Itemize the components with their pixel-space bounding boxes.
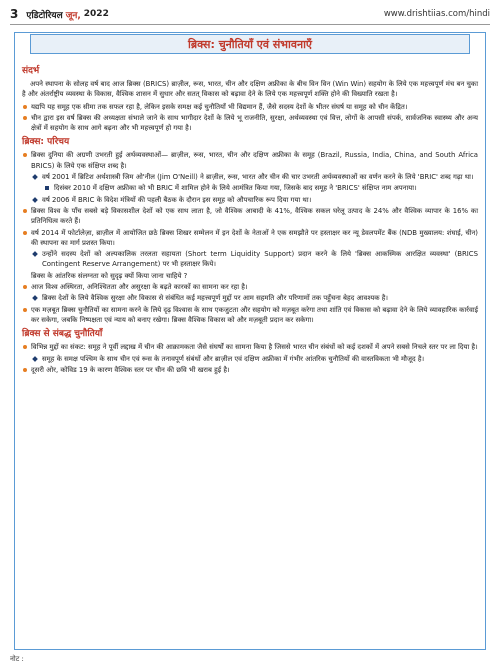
bullet-item: एक मज़बूत ब्रिक्स चुनौतियों का सामना करने के लिये दृढ़ विश्वास के साथ एकजुटता और सहयोग को मज़बूत करेगा तथा शांति एवं विकास को बढ़ावा देने के लिये व्यावहारिक कार्रवाई कर सकेगा, जबकि निष्पक्षता एवं न्याय को बनाए रखेगा। ब्रिक्स वैश्विक विकास को और मज़बूती प्रदान कर सकेगा। [22,305,478,326]
sub-bullet-item: ब्रिक्स देशों के लिये वैश्विक सुरक्षा और विकास से संबंधित कई महत्त्वपूर्ण मुद्दों पर आम सहमति और परिणामों तक पहुँचना बेहद आवश्यक है। [22,293,478,303]
section-heading-context: संदर्भ [22,66,40,76]
sub-bullet-item: वर्ष 2001 में ब्रिटिश अर्थशास्त्री जिम ओ'नील (Jim O'Neill) ने ब्राज़ील, रूस, भारत और चीन की चार उभरती अर्थव्यवस्थाओं का वर्णन करने के लिये 'BRIC' शब्द गढ़ा था। [22,172,478,182]
page-header [10,6,490,22]
article-title: ब्रिक्स: चुनौतियाँ एवं संभावनाएँ [187,37,313,51]
sub-bullet-item: समूह के समक्ष पश्चिम के साथ चीन एवं रूस के तनावपूर्ण संबंधों और ब्राज़ील एवं दक्षिण अफ्रीका में गंभीर आंतरिक चुनौतियों की वास्तविकता भी मौजूद है। [22,354,478,364]
magazine-title: एडिटोरियल [26,10,63,21]
magazine-year: 2022 [83,9,109,19]
bullet-item: विभिन्न मुद्दों का संकट: समूह ने पूर्वी लद्दाख में चीन की आक्रामकता जैसे संघर्षों का सामना किया है जिससे भारत चीन संबंधों को कई दशकों में अपने सबसे निचले स्तर पर ला दिया है। [22,342,478,352]
sub-sub-bullet-item: दिसंबर 2010 में दक्षिण अफ्रीका को भी BRIC में शामिल होने के लिये आमंत्रित किया गया, जिसके बाद समूह ने 'BRICS' संक्षिप्त नाम अपनाया। [22,183,478,193]
bullet-item: चीन द्वारा इस वर्ष ब्रिक्स की अध्यक्षता संभाले जाने के साथ भागीदार देशों के लिये भू राजनीति, सुरक्षा, अर्थव्यवस्था एवं वित्त, लोगों के आपसी संपर्क, सार्वजनिक स्वास्थ्य और अन्य क्षेत्रों में सहयोग के साथ आगे बढ़ना और भी महत्त्वपूर्ण हो गया है। [22,113,478,134]
article-title-bar [30,34,470,54]
footer-note: नोट : [10,655,24,663]
website-url[interactable]: www.drishtiias.com/hindi [383,9,490,19]
question-line: ब्रिक्स के आंतरिक संलग्नता को सुदृढ़ क्यों किया जाना चाहिये ? [31,271,188,280]
sub-bullet-item: उन्होंने सदस्य देशों को अल्पकालिक तरलता सहायता (Short term Liquidity Support) प्रदान करने के लिये 'ब्रिक्स आकस्मिक आरक्षित व्यवस्था' (BRICS Contingent Reserve Arrangement) पर भी हस्ताक्षर किये। [22,249,478,270]
article-body [22,62,478,376]
bullet-item: दूसरी ओर, कोविड 19 के कारण वैश्विक स्तर पर चीन की छवि भी खराब हुई है। [22,365,478,375]
header-rule [10,24,490,25]
section-heading-intro: ब्रिक्स: परिचय [22,137,70,148]
page-number: 3 [10,7,19,21]
magazine-month: जून, [65,10,81,21]
bullet-item: यद्यपि यह समूह एक सीमा तक सफल रहा है, लेकिन इसके समक्ष कई चुनौतियाँ भी विद्यमान हैं, जैसे सदस्य देशों के भीतर संघर्ष या समूह को चीन केंद्रित। [22,102,478,112]
bullet-item: वर्ष 2014 में फोर्टालेज़ा, ब्राज़ील में आयोजित छठे ब्रिक्स शिखर सम्मेलन में इन देशों के नेताओं ने एक समझौते पर हस्ताक्षर कर न्यू डेवलपमेंट बैंक (NDB मुख्यालय: शंघाई, चीन) की स्थापना का मार्ग प्रशस्त किया। [22,228,478,249]
section-heading-challenges: ब्रिक्स से संबद्ध चुनौतियाँ [22,329,103,340]
bullet-item: आज विश्व अस्थिरता, अनिश्चितता और असुरक्षा के बढ़ते कारकों का सामना कर रहा है। [22,282,478,292]
sub-bullet-item: वर्ष 2006 में BRIC के विदेश मंत्रियों की पहली बैठक के दौरान इस समूह को औपचारिक रूप दिया गया था। [22,195,478,205]
context-paragraph: अपने स्थापना के सोलह वर्ष बाद आज ब्रिक्स (BRICS) ब्राज़ील, रूस, भारत, चीन और दक्षिण अफ्रीका के बीच विन विन (Win Win) सहयोग के लिये एक महत्त्वपूर्ण मंच बन चुका है और अंतर्राष्ट्रीय व्यवस्था के विकास, वैश्विक शासन में सुधार और सतत् विकास को बढ़ावा देने के लिये एक महत्त्वपूर्ण शक्ति होने की विख्याति रखता है। [22,80,478,99]
bullet-item: ब्रिक्स विश्व के पाँच सबसे बड़े विकासशील देशों को एक साथ लाता है, जो वैश्विक आबादी के 41%, वैश्विक सकल घरेलू उत्पाद के 24% और वैश्विक व्यापार के 16% का प्रतिनिधित्व करते हैं। [22,206,478,227]
bullet-item: ब्रिक्स दुनिया की अग्रणी उभरती हुई अर्थव्यवस्थाओं— ब्राज़ील, रूस, भारत, चीन और दक्षिण अफ्रीका के समूह (Brazil, Russia, India, China, and South Africa BRICS) के लिये एक संक्षिप्त शब्द है। [22,150,478,171]
